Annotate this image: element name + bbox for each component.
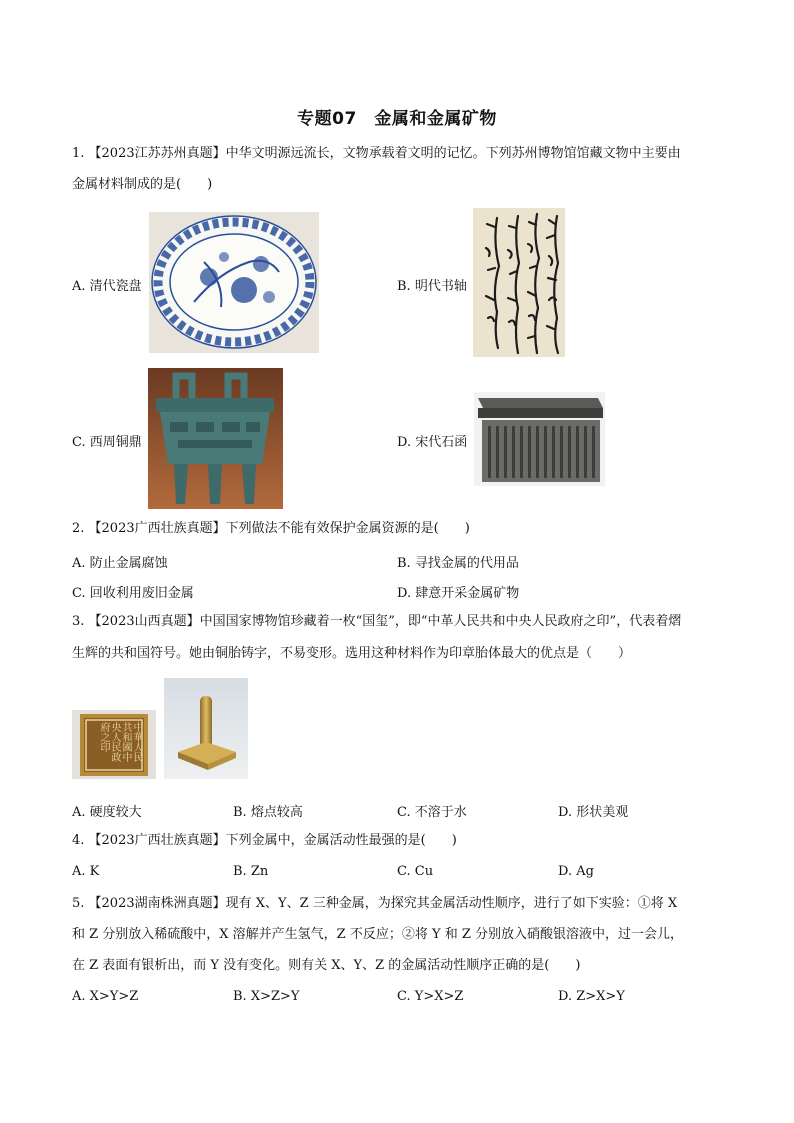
- q4-option-c[interactable]: C. Cu: [397, 864, 434, 879]
- q1-option-d[interactable]: D. 宋代石函: [397, 435, 468, 450]
- q5-option-c[interactable]: C. Y>X>Z: [397, 989, 464, 1004]
- brass-seal-image: [164, 678, 248, 779]
- q5-option-d[interactable]: D. Z>X>Y: [558, 989, 625, 1004]
- q2-option-b[interactable]: B. 寻找金属的代用品: [397, 556, 519, 571]
- bronze-ding-image: [148, 368, 283, 509]
- q1-option-c[interactable]: C. 西周铜鼎: [72, 435, 142, 450]
- q4-option-a[interactable]: A. K: [72, 864, 100, 879]
- q2-option-d[interactable]: D. 肆意开采金属矿物: [397, 586, 520, 601]
- q2-option-a[interactable]: A. 防止金属腐蚀: [72, 556, 168, 571]
- q5-option-a[interactable]: A. X>Y>Z: [72, 989, 139, 1004]
- q4-option-d[interactable]: D. Ag: [558, 864, 594, 879]
- seal-inscription: 中華人民共和國中央人民政府之印: [98, 722, 142, 762]
- q4-stem: 4. 【2023广西壮族真题】下列金属中，金属活动性最强的是( ): [72, 833, 457, 848]
- q2-option-c[interactable]: C. 回收利用废旧金属: [72, 586, 194, 601]
- q1-stem-line1: 1. 【2023江苏苏州真题】中华文明源远流长，文物承载着文明的记忆。下列苏州博物馆馆藏文物中主要由: [72, 146, 681, 161]
- q5-option-b[interactable]: B. X>Z>Y: [233, 989, 300, 1004]
- q3-option-c[interactable]: C. 不溶于水: [397, 805, 467, 820]
- q1-option-b[interactable]: B. 明代书轴: [397, 279, 467, 294]
- q5-stem-line3: 在 Z 表面有银析出，而 Y 没有变化。则有关 X、Y、Z 的金属活动性顺序正确的是( ): [72, 958, 581, 973]
- q3-stem-line2: 生辉的共和国符号。她由铜胎铸字，不易变形。选用这种材料作为印章胎体最大的优点是（ ）: [72, 646, 632, 661]
- stone-box-image: [474, 392, 605, 486]
- q2-stem: 2. 【2023广西壮族真题】下列做法不能有效保护金属资源的是( ): [72, 521, 470, 536]
- q4-option-b[interactable]: B. Zn: [233, 864, 269, 879]
- q3-option-b[interactable]: B. 熔点较高: [233, 805, 303, 820]
- q3-stem-line1: 3. 【2023山西真题】中国国家博物馆珍藏着一枚“国玺”，即“中革人民共和中央人民政府之印”，代表着熠: [72, 614, 682, 629]
- page-title: 专题07 金属和金属矿物: [297, 109, 497, 129]
- porcelain-plate-image: [149, 212, 319, 353]
- q3-option-a[interactable]: A. 硬度较大: [72, 805, 142, 820]
- q1-option-a[interactable]: A. 清代瓷盘: [72, 279, 142, 294]
- q5-stem-line1: 5. 【2023湖南株洲真题】现有 X、Y、Z 三种金属，为探究其金属活动性顺序，进行了如下实验：①将 X: [72, 896, 678, 911]
- calligraphy-scroll-image: [473, 208, 565, 357]
- q1-stem-line2: 金属材料制成的是( ): [72, 177, 213, 192]
- q3-option-d[interactable]: D. 形状美观: [558, 805, 629, 820]
- q5-stem-line2: 和 Z 分别放入稀硫酸中，X 溶解并产生氢气，Z 不反应；②将 Y 和 Z 分别放入硝酸银溶液中，过一会儿，: [72, 927, 683, 942]
